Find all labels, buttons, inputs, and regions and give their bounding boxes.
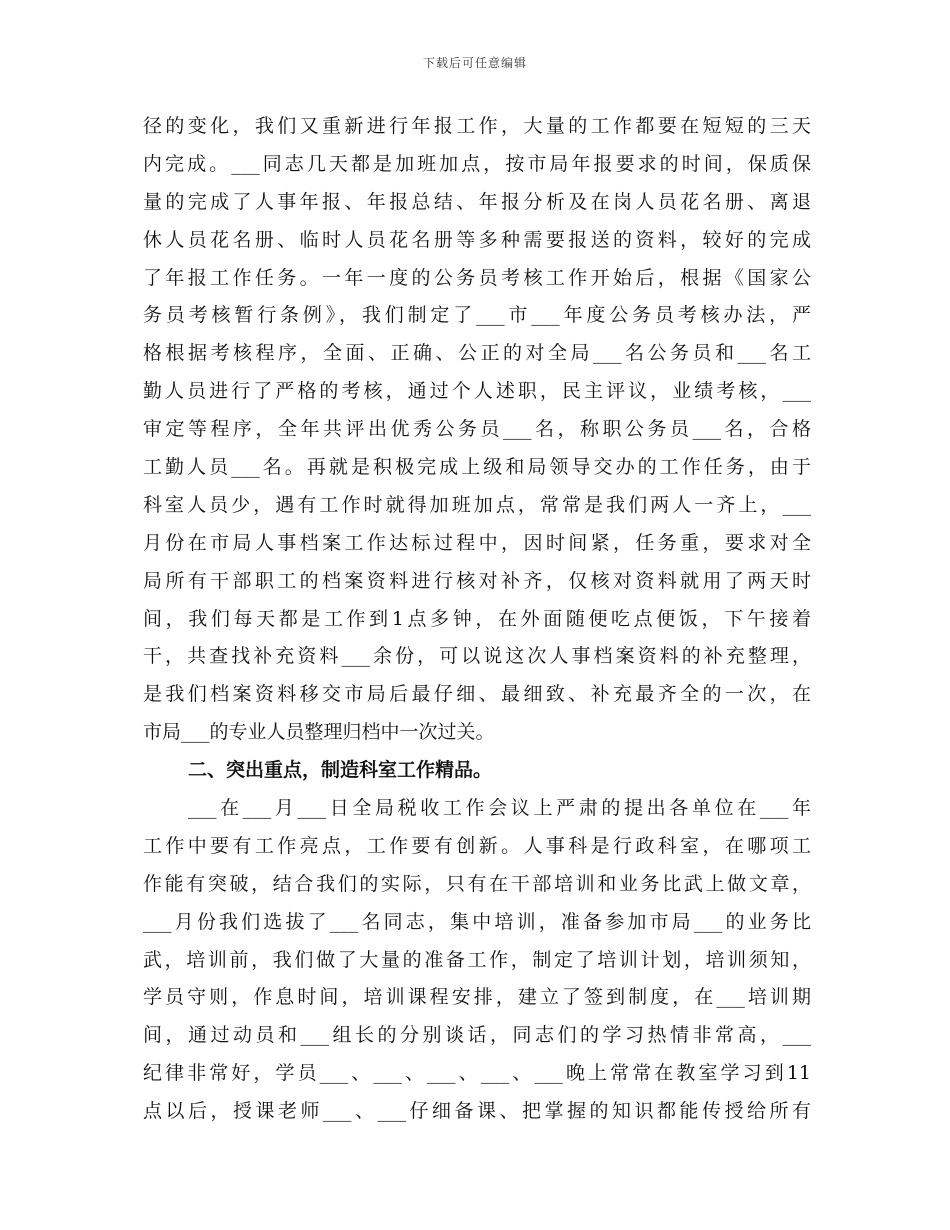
body-line: 休人员花名册、临时人员花名册等多种需要报送的资料，较好的完成: [143, 228, 811, 251]
body-line: 了年报工作任务。一年一度的公务员考核工作开始后，根据《国家公: [143, 266, 811, 289]
section-line: 点以后，授课老师___、___仔细备课、把掌握的知识都能传授给所有: [143, 1100, 811, 1123]
section-line: 武，培训前，我们做了大量的准备工作，制定了培训计划，培训须知，: [143, 948, 811, 971]
section-heading: 二、突出重点，制造科室工作精品。: [188, 759, 493, 782]
page-header: 下载后可任意编辑: [422, 56, 527, 70]
document-body: [143, 108, 811, 1131]
body-line: 工勤人员___名。再就是积极完成上级和局领导交办的工作任务，由于: [143, 456, 811, 479]
body-line: 审定等程序，全年共评出优秀公务员___名，称职公务员___名，合格: [143, 418, 811, 441]
body-line: 市局___的专业人员整理归档中一次过关。: [143, 721, 495, 744]
section-line: 间，通过动员和___组长的分别谈话，同志们的学习热情非常高，___: [143, 1024, 811, 1047]
body-line: 内完成。___同志几天都是加班加点，按市局年报要求的时间，保质保: [143, 152, 811, 175]
body-line: 量的完成了人事年报、年报总结、年报分析及在岗人员花名册、离退: [143, 190, 811, 213]
section-line: 作能有突破，结合我们的实际，只有在干部培训和业务比武上做文章，: [143, 872, 811, 895]
body-line: 径的变化，我们又重新进行年报工作，大量的工作都要在短短的三天: [143, 115, 811, 137]
body-line: 月份在市局人事档案工作达标过程中，因时间紧，任务重，要求对全: [143, 531, 811, 554]
section-line: ___月份我们选拔了___名同志，集中培训，准备参加市局___的业务比: [143, 910, 811, 933]
body-line: 科室人员少，遇有工作时就得加班加点，常常是我们两人一齐上，___: [143, 493, 811, 516]
body-line: 间，我们每天都是工作到1点多钟，在外面随便吃点便饭，下午接着: [143, 607, 811, 630]
section-line: 学员守则，作息时间，培训课程安排，建立了签到制度，在___培训期: [143, 986, 811, 1009]
section-line: 纪律非常好，学员___、___、___、___、___晚上常常在教室学习到11: [143, 1062, 811, 1085]
body-line: 格根据考核程序，全面、正确、公正的对全局___名公务员和___名工: [143, 342, 811, 365]
body-line: 干，共查找补充资料___余份，可以说这次人事档案资料的补充整理，: [143, 645, 811, 668]
body-line: 局所有干部职工的档案资料进行核对补齐，仅核对资料就用了两天时: [143, 569, 811, 592]
body-line: 务员考核暂行条例》，我们制定了___市___年度公务员考核办法，严: [143, 304, 811, 327]
section-line: 工作中要有工作亮点，工作要有创新。人事科是行政科室，在哪项工: [143, 834, 811, 857]
body-line: 是我们档案资料移交市局后最仔细、最细致、补充最齐全的一次，在: [143, 683, 811, 706]
body-line: 勤人员进行了严格的考核，通过个人述职，民主评议，业绩考核，___: [143, 380, 811, 403]
section-line: ___在___月___日全局税收工作会议上严肃的提出各单位在___年: [188, 797, 811, 820]
